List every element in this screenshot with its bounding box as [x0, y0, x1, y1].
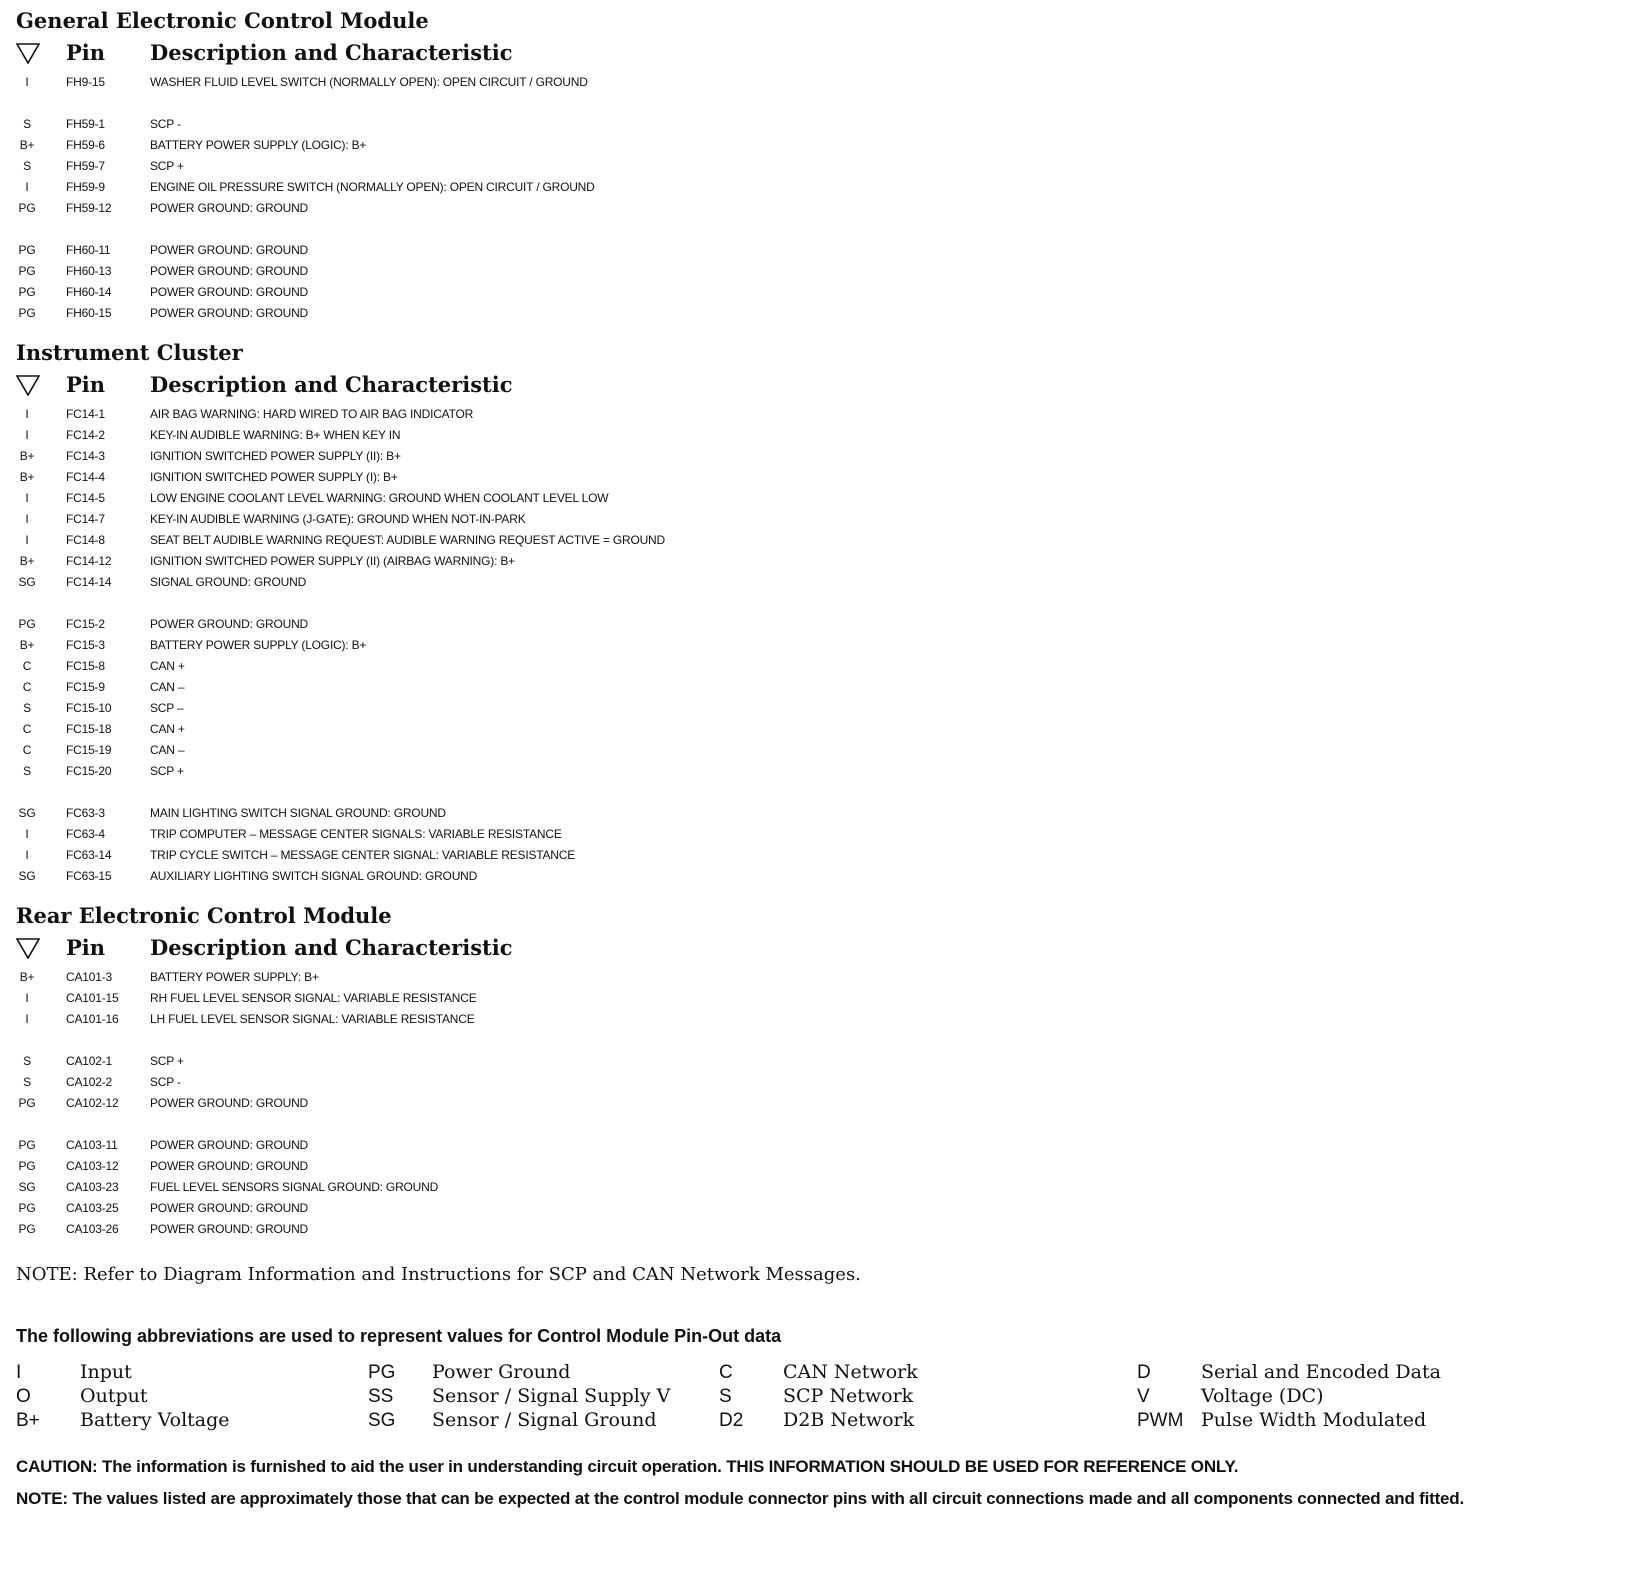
pin-type: PG: [18, 264, 36, 278]
triangle-down-icon: [16, 374, 40, 396]
pin-description: POWER GROUND: GROUND: [150, 1138, 309, 1152]
pin-id: FC15-19: [66, 743, 112, 757]
pinout-section: [16, 338, 1616, 887]
pin-type: S: [23, 117, 31, 131]
pin-description: SCP +: [150, 764, 184, 778]
pinout-section: [16, 901, 1616, 1240]
triangle-down-icon: [16, 937, 40, 959]
pin-description: SCP –: [150, 701, 184, 715]
pin-type: I: [25, 827, 29, 841]
pin-type: S: [23, 159, 31, 173]
pin-description: FUEL LEVEL SENSORS SIGNAL GROUND: GROUND: [150, 1180, 439, 1194]
abbreviations-grid: [16, 1360, 1616, 1442]
pin-row: [16, 303, 1616, 324]
pin-description: TRIP COMPUTER – MESSAGE CENTER SIGNALS: VARIABLE RESISTANCE: [150, 827, 562, 841]
pin-description: IGNITION SWITCHED POWER SUPPLY (II): B+: [150, 449, 401, 463]
abbreviation-meaning: D2B Network: [783, 1409, 915, 1431]
pin-table: [16, 404, 1616, 887]
pin-row: [16, 135, 1616, 156]
pin-description: LOW ENGINE COOLANT LEVEL WARNING: GROUND WHEN COOLANT LEVEL LOW: [150, 491, 609, 505]
abbreviation-item: [1137, 1360, 1577, 1385]
abbreviation-item: [1137, 1408, 1577, 1433]
pin-type: I: [25, 991, 29, 1005]
pin-type: PG: [18, 306, 36, 320]
pin-row: [16, 1009, 1616, 1030]
pin-id: CA103-25: [66, 1201, 119, 1215]
pin-description: POWER GROUND: GROUND: [150, 285, 309, 299]
pin-description: POWER GROUND: GROUND: [150, 1096, 309, 1110]
pin-description: MAIN LIGHTING SWITCH SIGNAL GROUND: GROUND: [150, 806, 446, 820]
pin-id: FH59-7: [66, 159, 105, 173]
abbreviation-code: SG: [368, 1410, 396, 1431]
abbreviation-code: V: [1137, 1386, 1150, 1407]
pin-id: FC14-7: [66, 512, 105, 526]
column-header-description: Description and Characteristic: [150, 40, 513, 65]
pin-id: FC15-20: [66, 764, 112, 778]
pin-row: [16, 530, 1616, 551]
pin-row: [16, 282, 1616, 303]
pin-row: [16, 261, 1616, 282]
pin-row: [16, 446, 1616, 467]
pin-id: FC15-18: [66, 722, 112, 736]
pin-row: [16, 988, 1616, 1009]
section-title: General Electronic Control Module: [16, 8, 429, 33]
pin-id: CA102-2: [66, 1075, 112, 1089]
column-header: [16, 931, 1616, 967]
pin-row: [16, 509, 1616, 530]
pin-type: PG: [18, 1159, 36, 1173]
pin-type: B+: [19, 449, 35, 463]
pin-row: [16, 740, 1616, 761]
pin-id: CA101-3: [66, 970, 112, 984]
pin-description: BATTERY POWER SUPPLY (LOGIC): B+: [150, 138, 367, 152]
abbreviation-item: [719, 1384, 1159, 1409]
pin-description: POWER GROUND: GROUND: [150, 201, 309, 215]
pin-row: [16, 1219, 1616, 1240]
pin-id: FH59-1: [66, 117, 105, 131]
abbreviation-meaning: CAN Network: [783, 1361, 918, 1383]
pin-description: KEY-IN AUDIBLE WARNING: B+ WHEN KEY IN: [150, 428, 401, 442]
pin-id: FC15-8: [66, 659, 105, 673]
pin-row: [16, 488, 1616, 509]
column-header-description: Description and Characteristic: [150, 372, 513, 397]
pin-description: LH FUEL LEVEL SENSOR SIGNAL: VARIABLE RESISTANCE: [150, 1012, 475, 1026]
abbreviation-code: I: [16, 1362, 22, 1383]
abbreviation-meaning: Input: [80, 1361, 132, 1383]
pin-type: PG: [18, 1201, 36, 1215]
pin-id: CA103-23: [66, 1180, 119, 1194]
pin-row: [16, 1093, 1616, 1114]
column-header-pin: Pin: [66, 935, 106, 960]
pin-description: AIR BAG WARNING: HARD WIRED TO AIR BAG INDICATOR: [150, 407, 474, 421]
pin-type: SG: [18, 869, 36, 883]
pin-type: PG: [18, 1096, 36, 1110]
pin-id: CA103-26: [66, 1222, 119, 1236]
pin-row: [16, 198, 1616, 219]
abbreviation-item: [719, 1408, 1159, 1433]
pin-id: FC14-3: [66, 449, 105, 463]
abbreviation-code: D2: [719, 1410, 744, 1431]
abbreviation-code: S: [719, 1386, 732, 1407]
pin-description: IGNITION SWITCHED POWER SUPPLY (I): B+: [150, 470, 398, 484]
pin-description: SCP -: [150, 1075, 181, 1089]
pin-row: [16, 156, 1616, 177]
pin-row: [16, 240, 1616, 261]
pin-row: [16, 404, 1616, 425]
abbreviation-meaning: Pulse Width Modulated: [1201, 1409, 1427, 1431]
pin-id: FC14-12: [66, 554, 112, 568]
pin-type: I: [25, 407, 29, 421]
pin-description: KEY-IN AUDIBLE WARNING (J-GATE): GROUND WHEN NOT-IN-PARK: [150, 512, 526, 526]
network-note: NOTE: Refer to Diagram Information and Instructions for SCP and CAN Network Messages.: [16, 1264, 861, 1285]
values-note: NOTE: The values listed are approximately those that can be expected at the control module connector pins with all circuit connections made and all components connected and fitted.: [16, 1489, 1465, 1508]
abbreviation-code: C: [719, 1362, 733, 1383]
pin-id: FC15-3: [66, 638, 105, 652]
pin-id: FH59-12: [66, 201, 112, 215]
pin-description: RH FUEL LEVEL SENSOR SIGNAL: VARIABLE RESISTANCE: [150, 991, 477, 1005]
abbreviation-code: O: [16, 1386, 31, 1407]
pin-id: FC15-2: [66, 617, 105, 631]
pin-row: [16, 114, 1616, 135]
pin-id: FC63-14: [66, 848, 112, 862]
group-spacer: [16, 1114, 1616, 1135]
abbreviation-meaning: Voltage (DC): [1201, 1385, 1324, 1407]
pin-type: C: [22, 680, 32, 694]
pin-description: POWER GROUND: GROUND: [150, 264, 309, 278]
caution-note: CAUTION: The information is furnished to aid the user in understanding circuit operation. THIS INFORMATION SHOULD BE USED FOR REFERENCE ONLY.: [16, 1457, 1239, 1476]
abbreviation-code: D: [1137, 1362, 1151, 1383]
pin-id: FH59-6: [66, 138, 105, 152]
pin-id: FC63-15: [66, 869, 112, 883]
pin-type: PG: [18, 1222, 36, 1236]
sections-container: [16, 6, 1616, 1240]
pin-type: B+: [19, 970, 35, 984]
pin-description: SEAT BELT AUDIBLE WARNING REQUEST: AUDIBLE WARNING REQUEST ACTIVE = GROUND: [150, 533, 665, 547]
pinout-section: [16, 6, 1616, 324]
group-spacer: [16, 219, 1616, 240]
column-header: [16, 368, 1616, 404]
pin-type: I: [25, 180, 29, 194]
pin-description: POWER GROUND: GROUND: [150, 243, 309, 257]
pin-id: FC14-1: [66, 407, 105, 421]
pin-type: SG: [18, 806, 36, 820]
pin-id: FC15-9: [66, 680, 105, 694]
pin-type: C: [22, 659, 32, 673]
abbreviation-meaning: Sensor / Signal Supply V: [432, 1385, 671, 1407]
pin-type: PG: [18, 285, 36, 299]
pin-id: FH60-14: [66, 285, 112, 299]
pin-id: FC15-10: [66, 701, 112, 715]
group-spacer: [16, 593, 1616, 614]
pin-description: POWER GROUND: GROUND: [150, 306, 309, 320]
column-header-pin: Pin: [66, 372, 106, 397]
pin-description: SIGNAL GROUND: GROUND: [150, 575, 307, 589]
pin-description: CAN –: [150, 680, 185, 694]
abbreviation-meaning: Output: [80, 1385, 148, 1407]
pin-description: SCP +: [150, 159, 184, 173]
pin-id: FC14-5: [66, 491, 105, 505]
pin-row: [16, 425, 1616, 446]
pin-description: POWER GROUND: GROUND: [150, 1159, 309, 1173]
pin-row: [16, 72, 1616, 93]
pin-row: [16, 1156, 1616, 1177]
column-header: [16, 36, 1616, 72]
pin-id: CA103-12: [66, 1159, 119, 1173]
pin-description: BATTERY POWER SUPPLY (LOGIC): B+: [150, 638, 367, 652]
pin-description: BATTERY POWER SUPPLY: B+: [150, 970, 319, 984]
pin-type: I: [25, 491, 29, 505]
pin-type: S: [23, 701, 31, 715]
pin-description: WASHER FLUID LEVEL SWITCH (NORMALLY OPEN): OPEN CIRCUIT / GROUND: [150, 75, 588, 89]
pin-id: FH9-15: [66, 75, 105, 89]
pin-row: [16, 1198, 1616, 1219]
pin-type: SG: [18, 1180, 36, 1194]
pin-description: POWER GROUND: GROUND: [150, 1222, 309, 1236]
pin-id: FC63-3: [66, 806, 105, 820]
section-title: Instrument Cluster: [16, 340, 243, 365]
pin-id: CA102-1: [66, 1054, 112, 1068]
pin-row: [16, 467, 1616, 488]
pin-id: FH60-11: [66, 243, 111, 257]
pin-table: [16, 967, 1616, 1240]
abbreviation-meaning: Power Ground: [432, 1361, 571, 1383]
pin-id: CA101-16: [66, 1012, 119, 1026]
pin-description: CAN +: [150, 722, 185, 736]
pin-description: AUXILIARY LIGHTING SWITCH SIGNAL GROUND: GROUND: [150, 869, 478, 883]
pin-type: S: [23, 1054, 31, 1068]
pin-row: [16, 572, 1616, 593]
pin-type: I: [25, 428, 29, 442]
abbreviation-code: PG: [368, 1362, 396, 1383]
abbreviations-intro: The following abbreviations are used to represent values for Control Module Pin-Out data: [16, 1326, 782, 1346]
pin-id: CA101-15: [66, 991, 119, 1005]
pin-id: FH59-9: [66, 180, 105, 194]
pin-description: POWER GROUND: GROUND: [150, 617, 309, 631]
pin-row: [16, 635, 1616, 656]
pin-type: PG: [18, 201, 36, 215]
pin-row: [16, 824, 1616, 845]
pin-id: CA103-11: [66, 1138, 118, 1152]
pin-row: [16, 656, 1616, 677]
pin-type: SG: [18, 575, 36, 589]
pin-description: CAN –: [150, 743, 185, 757]
abbreviation-meaning: Sensor / Signal Ground: [432, 1409, 657, 1431]
pin-row: [16, 803, 1616, 824]
pin-id: FC14-14: [66, 575, 112, 589]
pin-row: [16, 677, 1616, 698]
abbreviation-code: SS: [368, 1386, 394, 1407]
pin-description: SCP +: [150, 1054, 184, 1068]
pin-type: S: [23, 1075, 31, 1089]
pin-row: [16, 551, 1616, 572]
pin-id: CA102-12: [66, 1096, 119, 1110]
pin-description: CAN +: [150, 659, 185, 673]
column-header-pin: Pin: [66, 40, 106, 65]
pin-type: I: [25, 512, 29, 526]
pin-row: [16, 719, 1616, 740]
abbreviation-code: PWM: [1137, 1410, 1184, 1431]
abbreviation-code: B+: [16, 1410, 40, 1431]
pin-row: [16, 866, 1616, 887]
pin-type: S: [23, 764, 31, 778]
pin-type: PG: [18, 243, 36, 257]
pin-type: B+: [19, 638, 35, 652]
pin-type: B+: [19, 138, 35, 152]
abbreviation-item: [719, 1360, 1159, 1385]
pin-row: [16, 614, 1616, 635]
pin-type: I: [25, 848, 29, 862]
pin-type: B+: [19, 470, 35, 484]
pin-id: FC14-2: [66, 428, 105, 442]
pin-type: I: [25, 533, 29, 547]
pin-type: C: [22, 722, 32, 736]
pin-row: [16, 1072, 1616, 1093]
pinout-document: [16, 6, 1616, 1510]
pin-id: FC14-8: [66, 533, 105, 547]
pin-description: SCP -: [150, 117, 181, 131]
pin-type: C: [22, 743, 32, 757]
abbreviation-meaning: Serial and Encoded Data: [1201, 1361, 1441, 1383]
pin-table: [16, 72, 1616, 324]
group-spacer: [16, 1030, 1616, 1051]
pin-row: [16, 1177, 1616, 1198]
pin-row: [16, 177, 1616, 198]
pin-description: ENGINE OIL PRESSURE SWITCH (NORMALLY OPEN): OPEN CIRCUIT / GROUND: [150, 180, 595, 194]
pin-type: PG: [18, 1138, 36, 1152]
abbreviation-item: [1137, 1384, 1577, 1409]
pin-row: [16, 1051, 1616, 1072]
pin-row: [16, 698, 1616, 719]
pin-type: PG: [18, 617, 36, 631]
pin-id: FH60-15: [66, 306, 112, 320]
pin-type: B+: [19, 554, 35, 568]
group-spacer: [16, 782, 1616, 803]
abbreviation-meaning: SCP Network: [783, 1385, 914, 1407]
triangle-down-icon: [16, 42, 40, 64]
pin-id: FH60-13: [66, 264, 112, 278]
pin-description: POWER GROUND: GROUND: [150, 1201, 309, 1215]
pin-type: I: [25, 75, 29, 89]
pin-row: [16, 845, 1616, 866]
pin-description: IGNITION SWITCHED POWER SUPPLY (II) (AIRBAG WARNING): B+: [150, 554, 515, 568]
pin-row: [16, 761, 1616, 782]
group-spacer: [16, 93, 1616, 114]
pin-id: FC63-4: [66, 827, 105, 841]
pin-description: TRIP CYCLE SWITCH – MESSAGE CENTER SIGNAL: VARIABLE RESISTANCE: [150, 848, 576, 862]
column-header-description: Description and Characteristic: [150, 935, 513, 960]
pin-row: [16, 967, 1616, 988]
pin-type: I: [25, 1012, 29, 1026]
section-title: Rear Electronic Control Module: [16, 903, 392, 928]
pin-row: [16, 1135, 1616, 1156]
abbreviation-meaning: Battery Voltage: [80, 1409, 230, 1431]
pin-id: FC14-4: [66, 470, 105, 484]
